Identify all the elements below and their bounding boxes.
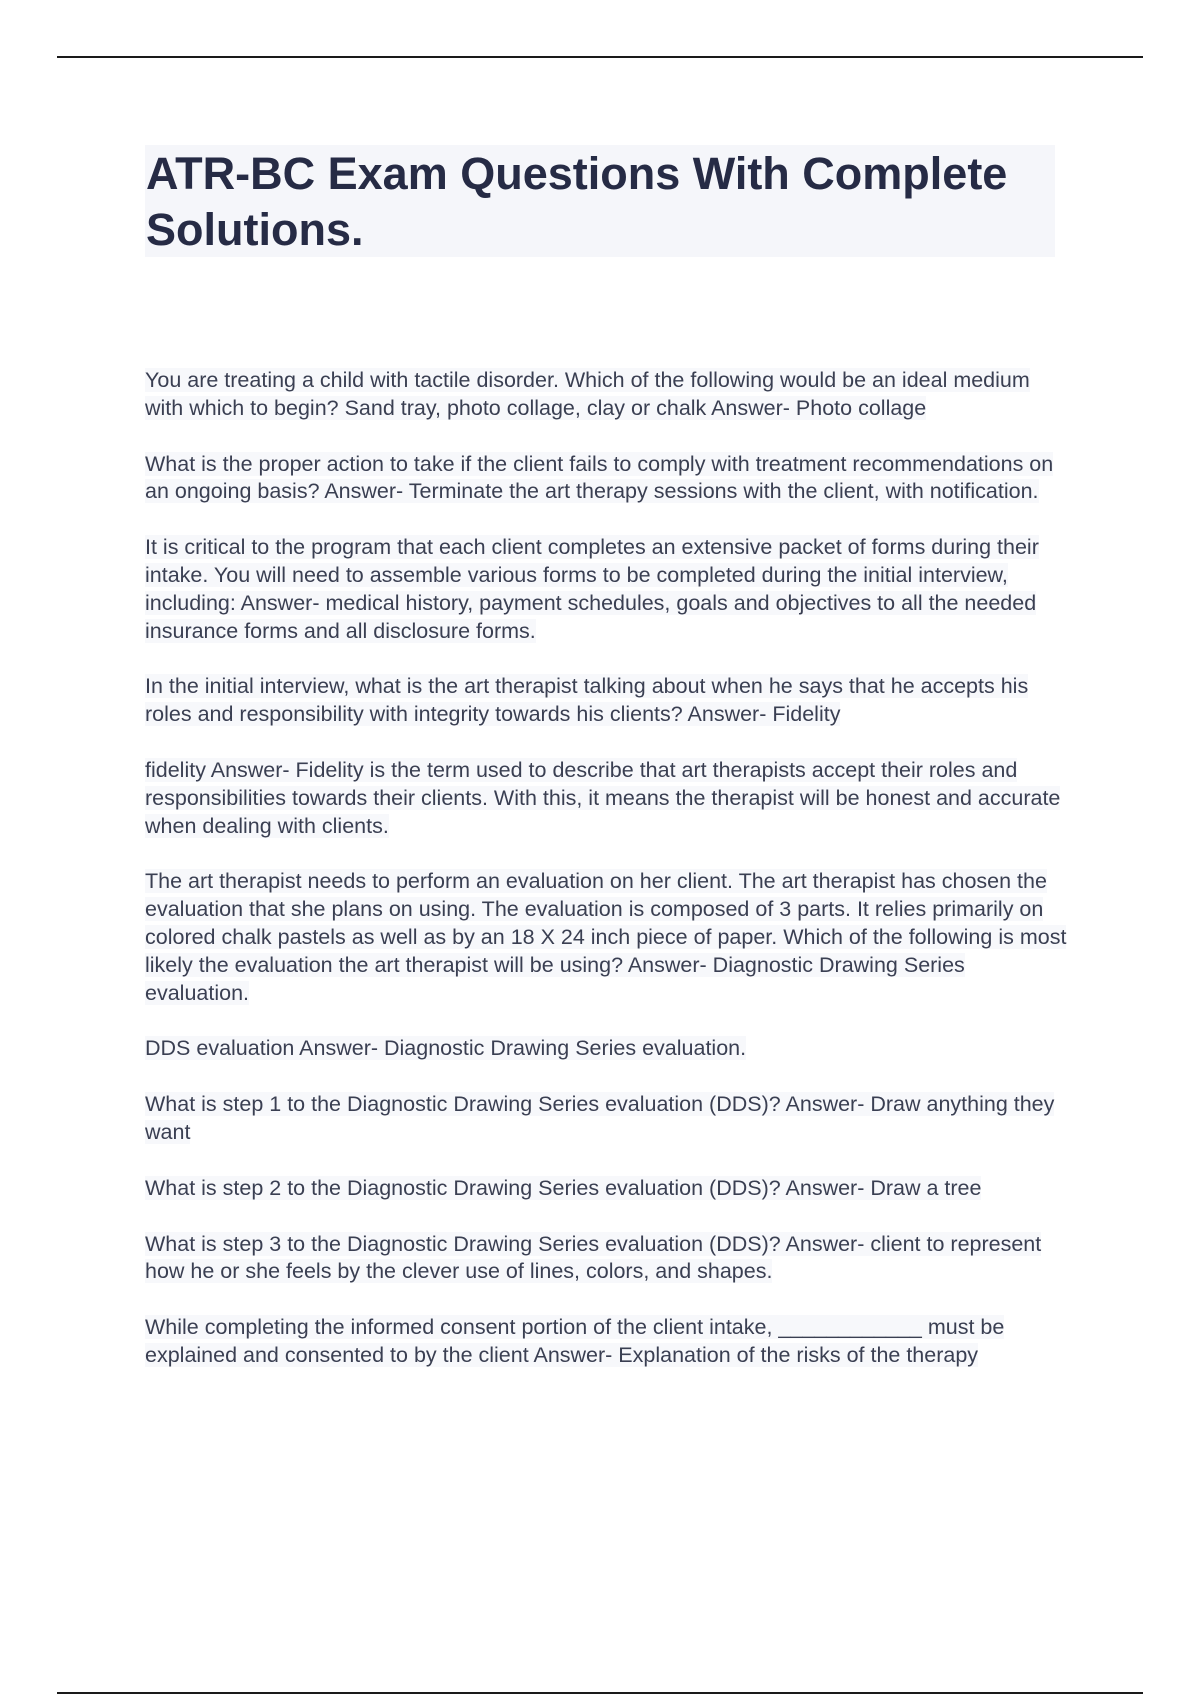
qa-item-2 (145, 451, 1070, 507)
qa-item-7 (145, 1035, 1070, 1063)
top-rule (57, 56, 1143, 58)
qa-text: What is the proper action to take if the client fails to comply with treatment recommendations on an ongoing basis? Answer- Terminate the art therapy sessions with the client, with notification. (145, 451, 1054, 504)
question-list (145, 367, 1070, 1398)
qa-item-4 (145, 673, 1070, 729)
qa-item-6 (145, 868, 1070, 1007)
qa-text: While completing the informed consent portion of the client intake, ____________ must be explained and consented to by the client Answer- Explanation of the risks of the therapy (145, 1315, 1005, 1367)
qa-item-1 (145, 367, 1070, 423)
qa-text: What is step 1 to the Diagnostic Drawing Series evaluation (DDS)? Answer- Draw anything they want (145, 1092, 1055, 1144)
document-title: ATR-BC Exam Questions With Complete Solutions. (146, 148, 1008, 255)
qa-text: What is step 3 to the Diagnostic Drawing Series evaluation (DDS)? Answer- client to represent how he or she feels by the clever use of lines, colors, and shapes. (145, 1231, 1042, 1284)
qa-item-10 (145, 1231, 1070, 1287)
qa-text: What is step 2 to the Diagnostic Drawing Series evaluation (DDS)? Answer- Draw a tree (145, 1175, 982, 1200)
qa-text: fidelity Answer- Fidelity is the term used to describe that art therapists accept their roles and responsibilities towards their clients. With this, it means the therapist will be honest and accurate when dealing with clients. (145, 757, 1061, 838)
qa-item-11 (145, 1314, 1070, 1370)
qa-item-3 (145, 534, 1070, 645)
qa-text: DDS evaluation Answer- Diagnostic Drawing Series evaluation. (145, 1036, 747, 1061)
qa-text: In the initial interview, what is the art therapist talking about when he says that he accepts his roles and responsibility with integrity towards his clients? Answer- Fidelity (145, 674, 1029, 727)
qa-item-8 (145, 1091, 1070, 1147)
qa-item-9 (145, 1175, 1070, 1203)
qa-text: It is critical to the program that each client completes an extensive packet of forms during their intake. You will need to assemble various forms to be completed during the initial interview, including: Answer- medical history, payment schedules, goals and objectives to all the needed insurance forms and all disclosure forms. (145, 535, 1039, 643)
bottom-rule (57, 1692, 1143, 1694)
qa-item-5 (145, 757, 1070, 840)
qa-text: You are treating a child with tactile disorder. Which of the following would be an ideal medium with which to begin? Sand tray, photo collage, clay or chalk Answer- Photo collage (145, 368, 1030, 420)
qa-text: The art therapist needs to perform an evaluation on her client. The art therapist has chosen the evaluation that she plans on using. The evaluation is composed of 3 parts. It relies primarily on colored chalk pastels as well as by an 18 X 24 inch piece of paper. Which of the following is most likely the evaluation the art therapist will be using? Answer- Diagnostic Drawing Series evaluation. (145, 869, 1067, 1005)
